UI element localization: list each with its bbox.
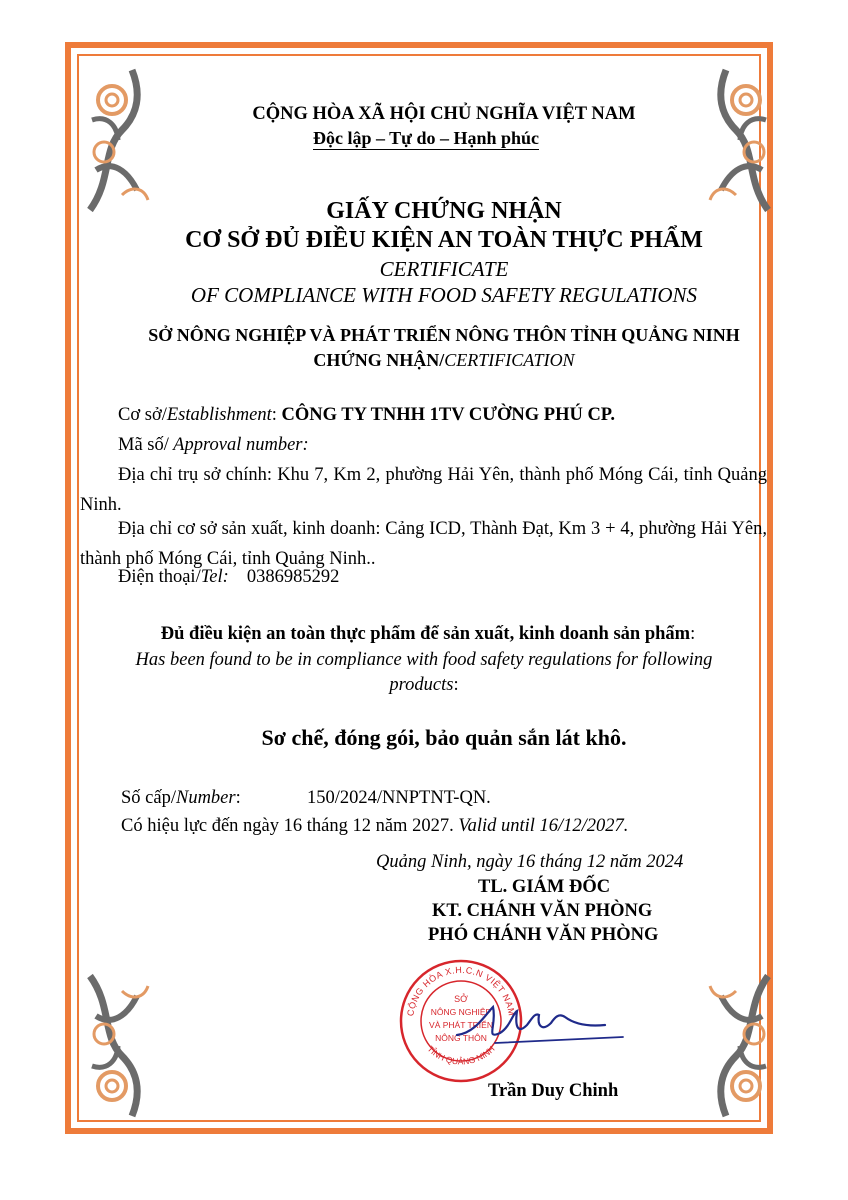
product: Sơ chế, đóng gói, bảo quản sắn lát khô. xyxy=(261,725,627,750)
stamp-center-3: VÀ PHÁT TRIỂN xyxy=(429,1020,493,1030)
validity-line xyxy=(121,816,628,837)
issuer-certification xyxy=(20,350,848,371)
number-label-en: Number xyxy=(175,788,236,808)
establishment-label-en: Establishment xyxy=(166,405,272,425)
approval-line xyxy=(118,435,309,456)
compliance-en-line2: products: xyxy=(389,675,459,695)
approval-label-en: Approval number: xyxy=(168,435,309,455)
title-en-line1: CERTIFICATE xyxy=(379,257,509,281)
certificate-number: 150/2024/NNPTNT-QN. xyxy=(307,788,491,808)
stamp-center-4: NÔNG THÔN xyxy=(435,1033,487,1043)
establishment-line: Cơ sở/Establishment: CÔNG TY TNHH 1TV CƯỜNG PHÚ CP. xyxy=(118,405,616,425)
stamp-ring-text: CỘNG HÒA X.H.C.N VIỆT NAM xyxy=(405,964,517,1017)
compliance-en-products: products xyxy=(389,675,454,695)
establishment-label-vi: Cơ sở/ xyxy=(118,405,167,425)
place-date: Quảng Ninh, ngày 16 tháng 12 năm 2024 xyxy=(376,852,684,872)
handwritten-signature xyxy=(455,995,625,1055)
approval-label-vi: Mã số/ xyxy=(118,435,169,455)
signer-name: Trần Duy Chinh xyxy=(488,1081,619,1101)
signing-role-3: PHÓ CHÁNH VĂN PHÒNG xyxy=(428,925,659,945)
certification-vi: CHỨNG NHẬN/ xyxy=(313,350,445,370)
motto-text: Độc lập – Tự do – Hạnh phúc xyxy=(312,128,540,148)
signing-role-1: TL. GIÁM ĐỐC xyxy=(478,877,611,897)
head-office-address: Địa chỉ trụ sở chính: Khu 7, Km 2, phường Hải Yên, thành phố Móng Cái, tỉnh Quảng Ninh. xyxy=(80,465,767,515)
stamp-center-1: SỞ xyxy=(454,994,468,1004)
corner-ornament-bottom-left-icon xyxy=(82,966,154,1126)
signing-role-2: KT. CHÁNH VĂN PHÒNG xyxy=(432,901,653,921)
title-vi-line2: CƠ SỞ ĐỦ ĐIỀU KIỆN AN TOÀN THỰC PHẨM xyxy=(185,227,703,253)
phone-number: 0386985292 xyxy=(246,567,340,587)
phone-line xyxy=(118,567,339,588)
title-en-line2: OF COMPLIANCE WITH FOOD SAFETY REGULATIONS xyxy=(190,283,698,307)
establishment-name: CÔNG TY TNHH 1TV CƯỜNG PHÚ CP. xyxy=(281,405,616,425)
phone-label-vi: Điện thoại/ xyxy=(118,567,201,587)
nation-heading: CỘNG HÒA XÃ HỘI CHỦ NGHĨA VIỆT NAM xyxy=(252,104,636,124)
number-line: Số cấp/Number: xyxy=(121,788,241,808)
validity-vi: Có hiệu lực đến ngày 16 tháng 12 năm 2027. xyxy=(121,816,454,836)
certification-en: CERTIFICATION xyxy=(444,350,575,370)
production-address: Địa chỉ cơ sở sản xuất, kinh doanh: Cảng ICD, Thành Đạt, Km 3 + 4, phường Hải Yên, thành phố Móng Cái, tỉnh Quảng Ninh.. xyxy=(80,519,767,569)
motto xyxy=(2,128,848,149)
compliance-vi-text: Đủ điều kiện an toàn thực phẩm để sản xuất, kinh doanh sản phẩm xyxy=(160,624,691,644)
phone-label-en: Tel: xyxy=(200,567,229,587)
title-vi-line1: GIẤY CHỨNG NHẬN xyxy=(326,198,562,224)
compliance-vi: Đủ điều kiện an toàn thực phẩm để sản xuất, kinh doanh sản phẩm: xyxy=(160,624,696,644)
number-label-vi: Số cấp/ xyxy=(121,788,176,808)
corner-ornament-bottom-right-icon xyxy=(704,966,776,1126)
stamp-center-2: NÔNG NGHIỆP xyxy=(430,1007,492,1017)
issuer-department: SỞ NÔNG NGHIỆP VÀ PHÁT TRIỂN NÔNG THÔN TỈNH QUẢNG NINH xyxy=(148,325,740,345)
stamp-ring-bottom-text: TỈNH QUẢNG NINH xyxy=(425,1043,497,1067)
compliance-en-line1: Has been found to be in compliance with food safety regulations for following xyxy=(135,650,713,670)
validity-en: Valid until 16/12/2027. xyxy=(458,816,629,836)
